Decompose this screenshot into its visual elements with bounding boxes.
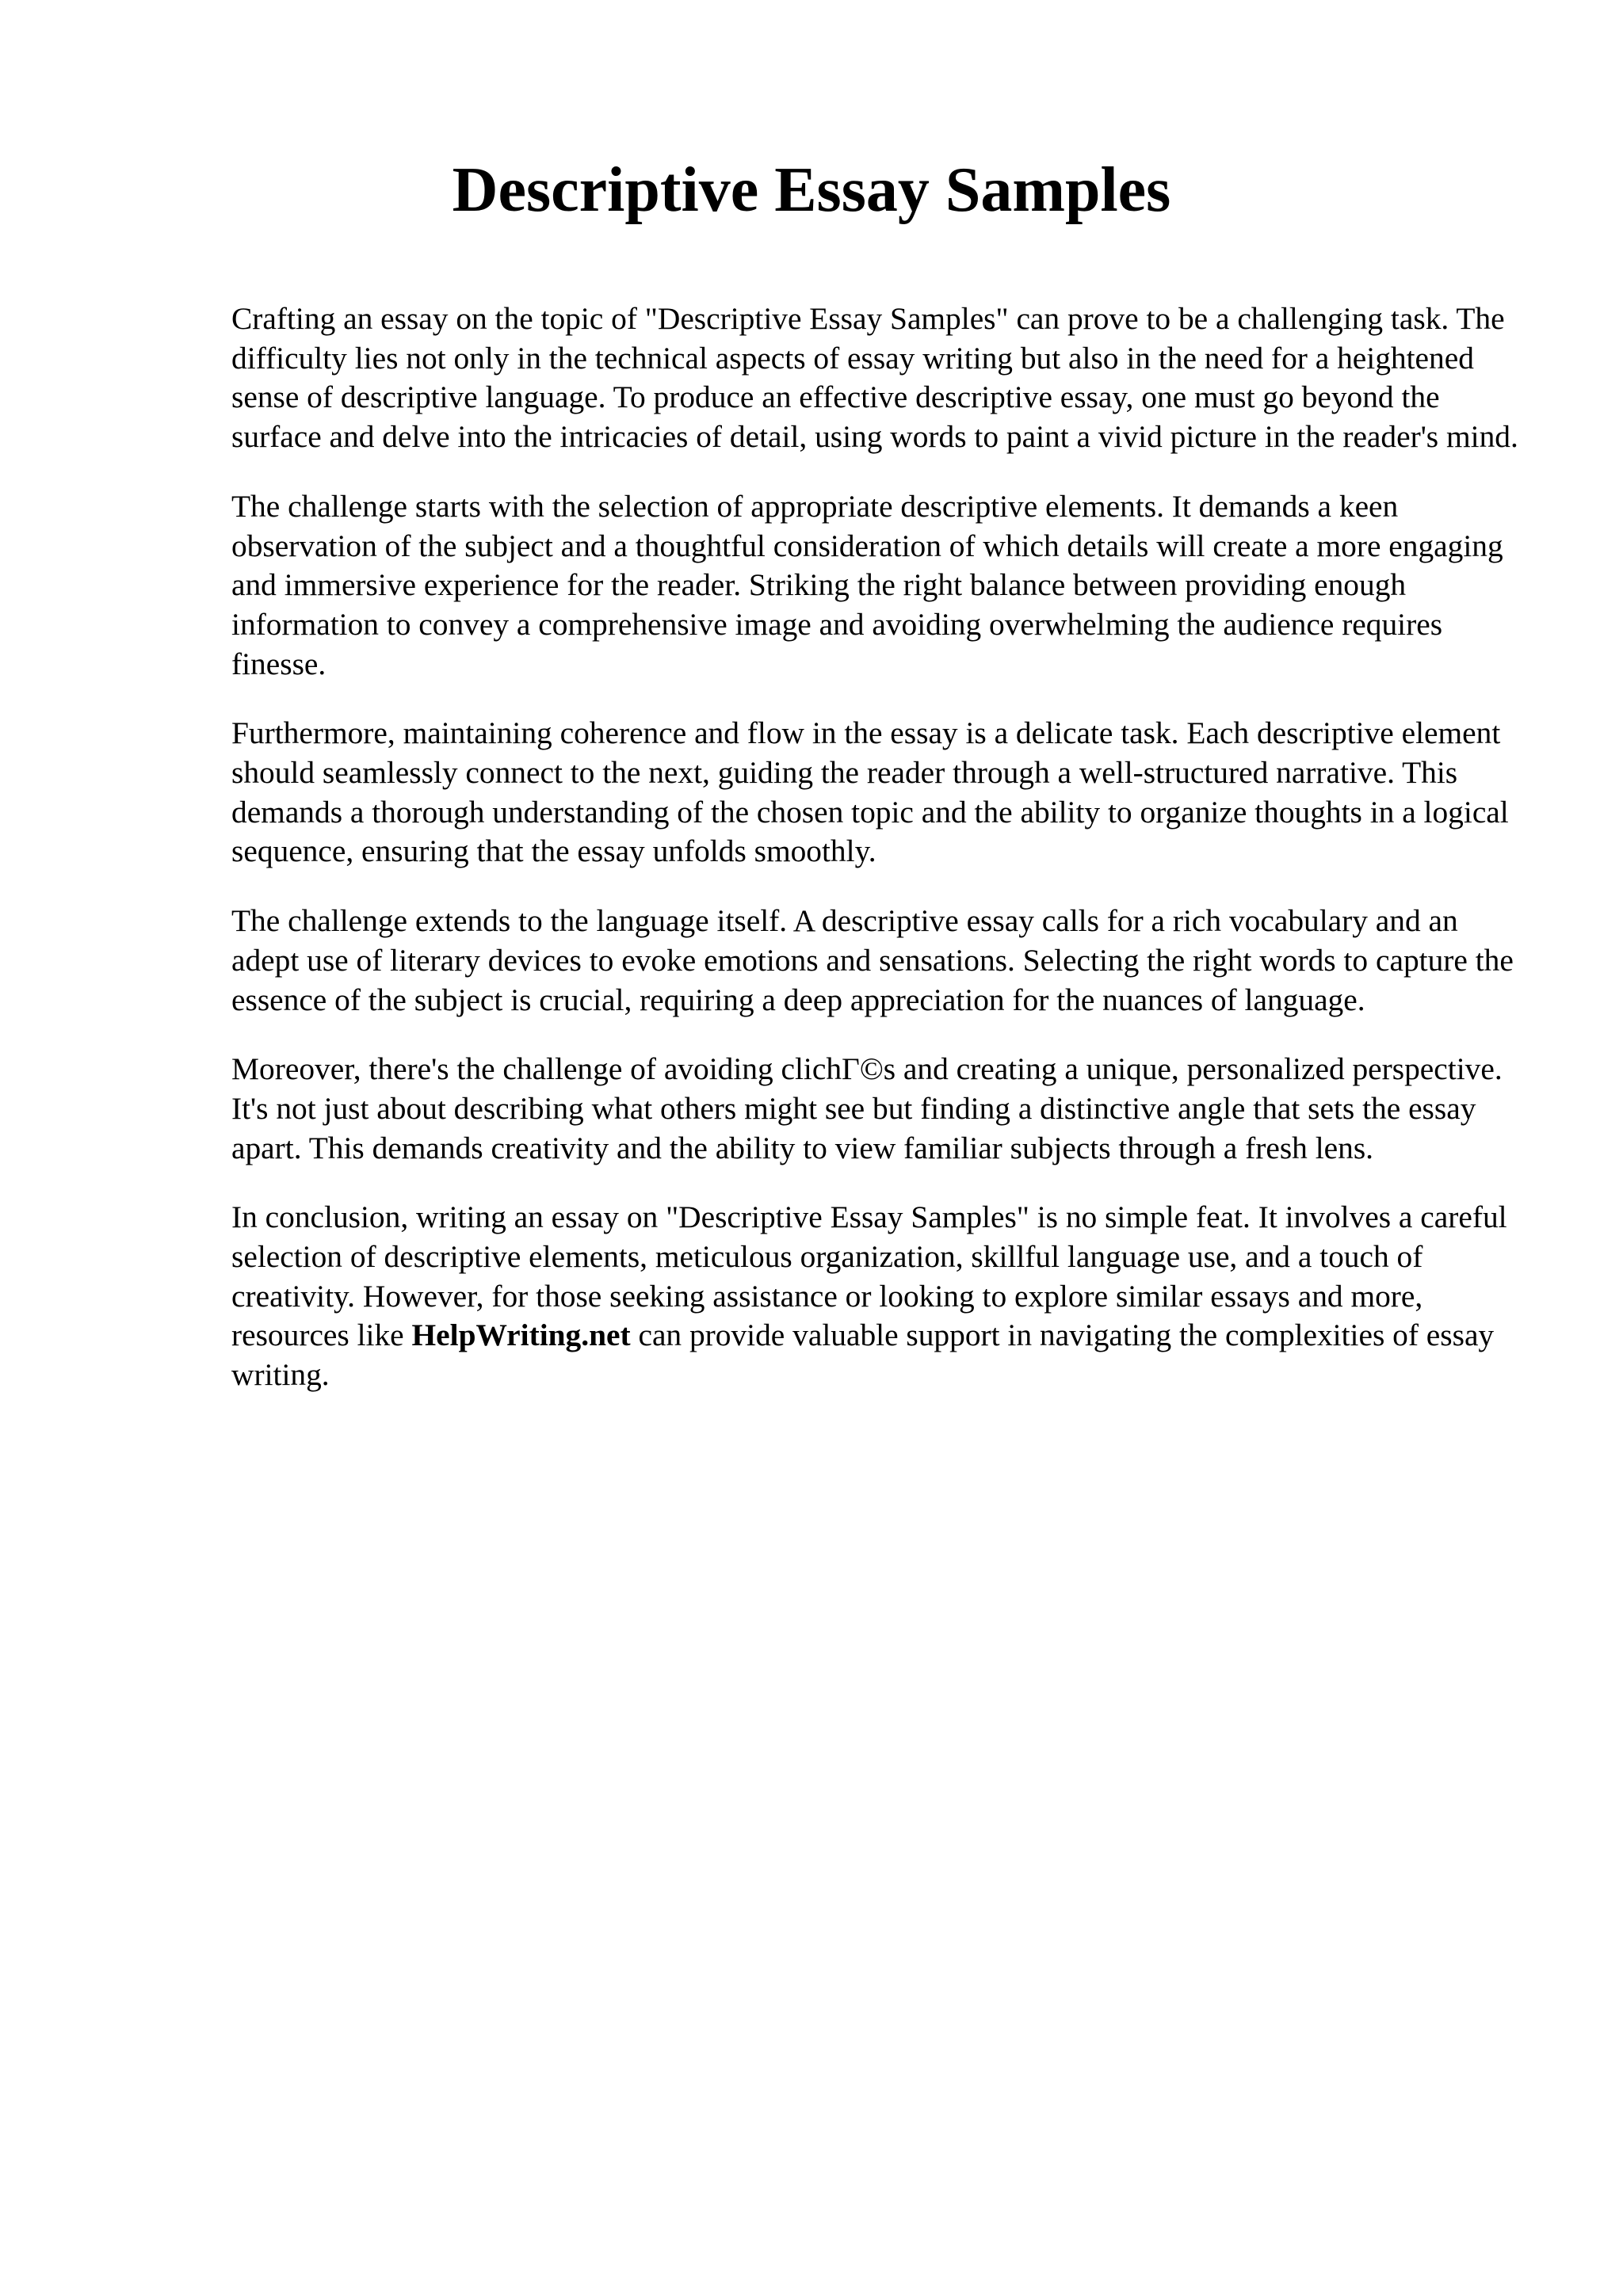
essay-body bbox=[231, 299, 1531, 1425]
paragraph-2: The challenge starts with the selection of appropriate descriptive elements. It demands a keen observation of the subject and a thoughtful consideration of which details will create a more engaging and immersive experience for the reader. Striking the right balance between providing enough information to convey a comprehensive image and avoiding overwhelming the audience requires finesse. bbox=[231, 488, 1503, 681]
helpwriting-brand-name: HelpWriting.net bbox=[411, 1318, 631, 1353]
conclusion-text-after: can provide valuable support in navigating the complexities of essay writing. bbox=[231, 1318, 1495, 1393]
page-title: Descriptive Essay Samples bbox=[452, 155, 1171, 225]
conclusion-text-before: In conclusion, writing an essay on "Descriptive Essay Samples" is no simple feat. It involves a careful selection of descriptive elements, meticulous organization, skillful language use, and a touch of creativity. However, for those seeking assistance or looking to explore similar essays and more, resources like bbox=[231, 1199, 1507, 1353]
paragraph-5: Moreover, there's the challenge of avoiding clichΓ©s and creating a unique, personalized perspective. It's not just about describing what others might see but finding a distinctive angle that sets the essay apart. This demands creativity and the ability to view familiar subjects through a fresh lens. bbox=[231, 1051, 1503, 1165]
conclusion-paragraph bbox=[231, 1198, 1531, 1395]
paragraph-1: Crafting an essay on the topic of "Descriptive Essay Samples" can prove to be a challenging task. The difficulty lies not only in the technical aspects of essay writing but also in the need for a heightened sense of descriptive language. To produce an effective descriptive essay, one must go beyond the surface and delve into the intricacies of detail, using words to paint a vivid picture in the reader's mind. bbox=[231, 301, 1518, 455]
paragraph-4: The challenge extends to the language itself. A descriptive essay calls for a rich vocabulary and an adept use of literary devices to evoke emotions and sensations. Selecting the right words to capture the essence of the subject is crucial, requiring a deep appreciation for the nuances of language. bbox=[231, 903, 1514, 1017]
paragraph-3: Furthermore, maintaining coherence and flow in the essay is a delicate task. Each descriptive element should seamlessly connect to the next, guiding the reader through a well-structured narrative. This demands a thorough understanding of the chosen topic and the ability to organize thoughts in a logical sequence, ensuring that the essay unfolds smoothly. bbox=[231, 715, 1509, 869]
